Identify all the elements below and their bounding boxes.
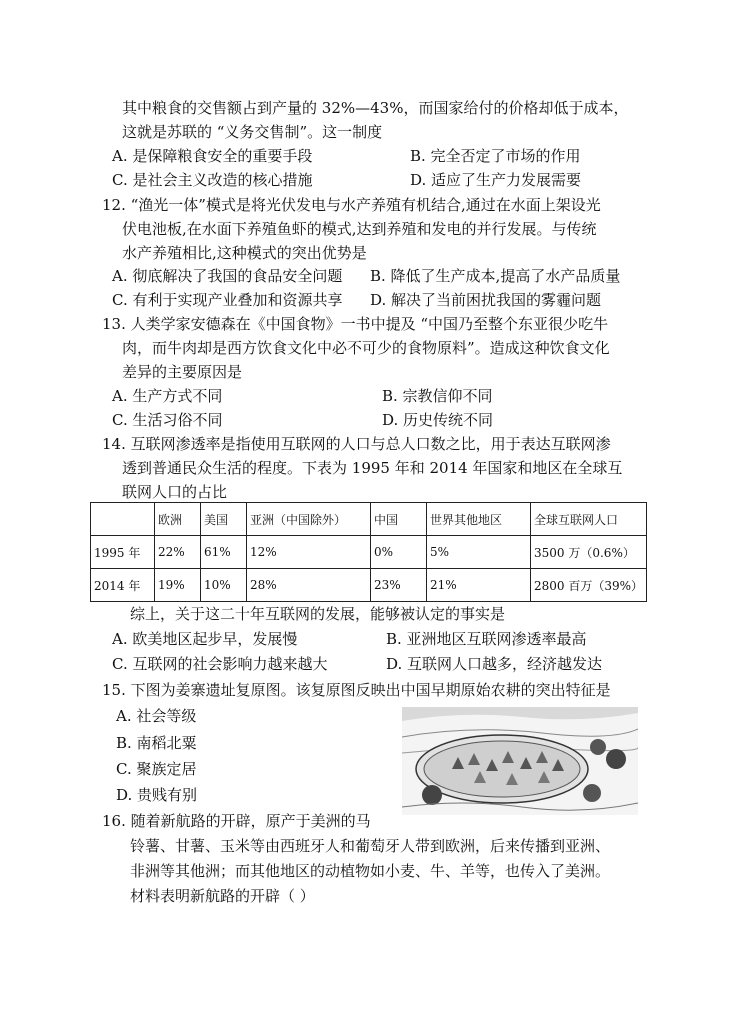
table-cell: 5%: [427, 536, 531, 569]
table-header-cell: 世界其他地区: [427, 503, 531, 536]
q13-stem-line1: 13. 人类学家安德森在《中国食物》一书中提及 “中国乃至整个东亚很少吃牛: [102, 315, 609, 333]
table-cell: 12%: [247, 536, 371, 569]
q13-stem-line2: 肉，而牛肉却是西方饮食文化中必不可少的食物原料”。造成这种饮食文化: [122, 339, 610, 357]
q15-option-a: A. 社会等级: [116, 707, 197, 725]
q11-option-b: B. 完全否定了市场的作用: [410, 147, 581, 165]
q15-option-c: C. 聚族定居: [116, 760, 197, 778]
q11-option-c: C. 是社会主义改造的核心措施: [112, 171, 313, 189]
q14-question: 综上，关于这二十年互联网的发展，能够被认定的事实是: [130, 605, 506, 623]
q14-stem-line2: 透到普通民众生活的程度。下表为 1995 年和 2014 年国家和地区在全球互: [122, 459, 623, 477]
q14-option-d: D. 互联网人口越多，经济越发达: [386, 655, 603, 673]
q12-option-d: D. 解决了当前困扰我国的雾霾问题: [370, 291, 602, 309]
table-cell: 10%: [201, 569, 247, 602]
q15-option-d: D. 贵贱有别: [116, 786, 198, 804]
q11-option-a: A. 是保障粮食安全的重要手段: [112, 147, 313, 165]
table-cell: 19%: [155, 569, 201, 602]
q11-stem-line1: 其中粮食的交售额占到产量的 32%—43%，而国家给付的价格却低于成本，: [122, 99, 629, 117]
table-cell: 22%: [155, 536, 201, 569]
q15-stem-line1: 15. 下图为姜寨遗址复原图。该复原图反映出中国早期原始农耕的突出特征是: [102, 681, 611, 699]
q16-stem-line2: 铃薯、甘薯、玉米等由西班牙人和葡萄牙人带到欧洲，后来传播到亚洲、: [130, 837, 611, 855]
q13-option-c: C. 生活习俗不同: [112, 411, 223, 429]
table-cell: 61%: [201, 536, 247, 569]
table-header-cell: [91, 503, 155, 536]
table-header-cell: 中国: [371, 503, 427, 536]
table-header-cell: 亚洲（中国除外）: [247, 503, 371, 536]
q16-stem-line3: 非洲等其他洲；而其他地区的动植物如小麦、牛、羊等，也传入了美洲。: [130, 862, 611, 880]
internet-population-table: [90, 502, 647, 602]
q14-option-b: B. 亚洲地区互联网渗透率最高: [386, 630, 587, 648]
table-cell: 23%: [371, 569, 427, 602]
q13-option-a: A. 生产方式不同: [112, 387, 223, 405]
table-header-row: [91, 503, 647, 536]
table-header-cell: 欧洲: [155, 503, 201, 536]
q13-option-d: D. 历史传统不同: [382, 411, 494, 429]
table-row: [91, 536, 647, 569]
q12-stem-line1: 12. “渔光一体”模式是将光伏发电与水产养殖有机结合,通过在水面上架设光: [102, 196, 601, 214]
table-cell: 2800 百万（39%）: [531, 569, 647, 602]
q12-option-a: A. 彻底解决了我国的食品安全问题: [112, 267, 343, 285]
q11-option-d: D. 适应了生产力发展需要: [410, 171, 582, 189]
table-cell: 3500 万（0.6%）: [531, 536, 647, 569]
table-cell: 21%: [427, 569, 531, 602]
table-cell: 1995 年: [91, 536, 155, 569]
table-cell: 0%: [371, 536, 427, 569]
q14-option-a: A. 欧美地区起步早，发展慢: [112, 630, 298, 648]
table-header-cell: 全球互联网人口: [531, 503, 647, 536]
q16-stem-line4: 材料表明新航路的开辟（ ）: [130, 887, 315, 905]
q14-option-c: C. 互联网的社会影响力越来越大: [112, 655, 328, 673]
q16-stem-line1: 16. 随着新航路的开辟，原产于美洲的马: [102, 812, 371, 830]
q12-stem-line2: 伏电池板,在水面下养殖鱼虾的模式,达到养殖和发电的并行发展。与传统: [122, 220, 597, 238]
q12-option-b: B. 降低了生产成本,提高了水产品质量: [370, 267, 621, 285]
table-cell: 28%: [247, 569, 371, 602]
q11-stem-line2: 这就是苏联的 “义务交售制”。这一制度: [122, 123, 383, 141]
q12-stem-line3: 水产养殖相比,这种模式的突出优势是: [122, 244, 367, 262]
q14-stem-line3: 联网人口的占比: [122, 483, 228, 501]
q14-stem-line1: 14. 互联网渗透率是指使用互联网的人口与总人口数之比，用于表达互联网渗: [102, 435, 611, 453]
q15-option-b: B. 南稻北粟: [116, 734, 197, 752]
table-cell: 2014 年: [91, 569, 155, 602]
q13-option-b: B. 宗教信仰不同: [382, 387, 493, 405]
table-row: [91, 569, 647, 602]
q12-option-c: C. 有利于实现产业叠加和资源共享: [112, 291, 343, 309]
q13-stem-line3: 差异的主要原因是: [122, 363, 243, 381]
table-header-cell: 美国: [201, 503, 247, 536]
jiangzhai-settlement-illustration: [402, 707, 638, 815]
